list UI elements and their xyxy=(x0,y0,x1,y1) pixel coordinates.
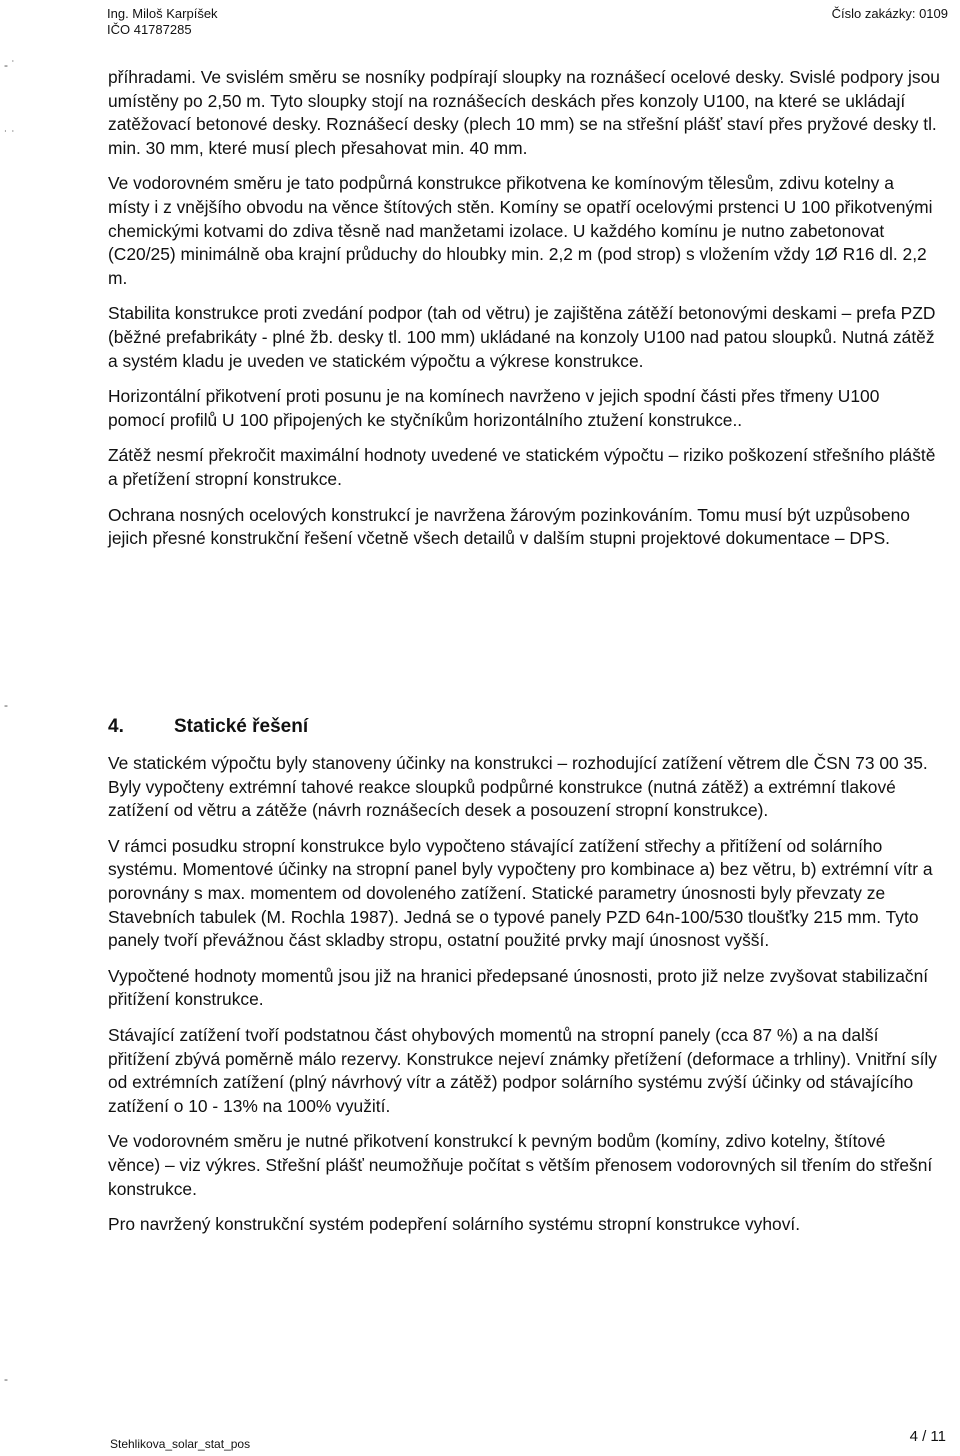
header-author-block xyxy=(107,6,218,38)
scan-artifact: ˙ ˙ xyxy=(4,128,16,142)
paragraph: Ve vodorovném směru je tato podpůrná konstrukce přikotvena ke komínovým tělesům, zdivu kotelny a místy i z vnějšího obvodu na věnce štítových stěn. Komíny se opatří ocelovými prstenci U 100 přikotvenými chemickými kotvami do zdiva těsně nad manžetami izolace. U každého komínu je nutno zabetonovat (C20/25) minimálně oba krajní průduchy do hloubky min. 2,2 m (pod strop) s vložením vždy 1Ø R16 dl. 2,2 m. xyxy=(108,173,933,288)
scan-artifact: - xyxy=(4,698,8,712)
paragraph: Vypočtené hodnoty momentů jsou již na hranici předepsané únosnosti, proto již nelze zvyšovat stabilizační přitížení konstrukce. xyxy=(108,965,929,1010)
paragraph: Pro navržený konstrukční systém podepření solárního systému stropní konstrukce vyhoví. xyxy=(108,1214,801,1235)
paragraph: Horizontální přikotvení proti posunu je na komínech navrženo v jejich spodní části přes třmeny U100 pomocí profilů U 100 připojených ke styčníkům horizontálního ztužení konstrukce.. xyxy=(108,386,880,430)
author-name: Ing. Miloš Karpíšek xyxy=(107,6,218,21)
section-title: Statické řešení xyxy=(174,716,309,737)
scan-artifact: - ˙ xyxy=(4,58,16,72)
paragraph: Stabilita konstrukce proti zvedání podpor (tah od větru) je zajištěna zátěží betonovými deskami – prefa PZD (běžné prefabrikáty - plné žb. desky tl. 100 mm) ukládané na konzoly U100 nad patou sloupků. Nutná zátěž a systém kladu je uveden ve statickém výpočtu a výkrese konstrukce. xyxy=(108,303,936,371)
scan-artifact: - xyxy=(4,1372,8,1386)
section-heading xyxy=(108,716,308,738)
paragraph: Ve vodorovném směru je nutné přikotvení konstrukcí k pevným bodům (komíny, zdivo kotelny, štítové věnce) – viz výkres. Střešní plášť neumožňuje počítat s větším přenosem vodorovných sil třením do střešní konstrukce. xyxy=(108,1131,933,1199)
company-id: IČO 41787285 xyxy=(107,22,192,37)
text-block-top xyxy=(108,66,940,551)
paragraph: příhradami. Ve svislém směru se nosníky podpírají sloupky na roznášecí ocelové desky. Svislé podpory jsou umístěny po 2,50 m. Tyto sloupky stojí na roznášecích deskách přes konzoly U100, na které se ukládají zatěžovací betonové desky. Roznášecí desky (plech 10 mm) se na střešní plášť staví přes pryžové desky tl. min. 30 mm, které musí plech přesahovat min. 40 mm. xyxy=(108,67,940,158)
text-block-bottom xyxy=(108,752,940,1237)
page-number: 4 / 11 xyxy=(909,1428,946,1445)
paragraph: V rámci posudku stropní konstrukce bylo vypočteno stávající zatížení střechy a přitížení od solárního systému. Momentové účinky na stropní panel byly vypočteny pro kombinace a) bez větru, b) extrémní vítr a porovnány s max. momentem od dovoleného zatížení. Statické parametry únosnosti byly převzaty ze Stavebních tabulek (M. Rochla 1987). Jedná se o typové panely PZD 64n-100/530 tloušťky 215 mm. Tyto panely tvoří převážnou část skladby stropu, ostatní použité prvky mají únosnost vyšší. xyxy=(108,835,933,951)
paragraph: Ve statickém výpočtu byly stanoveny účinky na konstrukci – rozhodující zatížení větrem dle ČSN 73 00 35. Byly vypočteny extrémní tahové reakce sloupků podpůrné konstrukce (nutná zátěž) a extrémní tlakové zatížení od větru a zátěže (návrh roznášecích desek a posouzení stropní konstrukce). xyxy=(108,753,928,821)
paragraph: Stávající zatížení tvoří podstatnou část ohybových momentů na stropní panely (cca 87 %) a na další přitížení zbývá poměrně málo rezervy. Konstrukce nejeví známky přetížení (deformace a trhliny). Vnitřní síly od extrémních zatížení (plný návrhový vítr a zátěž) podpor solárního systému zvýší účinky od stávajícího zatížení o 10 - 13% na 100% využití. xyxy=(108,1024,937,1116)
section-number: 4. xyxy=(108,716,124,737)
paragraph: Ochrana nosných ocelových konstrukcí je navržena žárovým pozinkováním. Tomu musí být uzpůsobeno jejich přesné konstrukční řešení včetně všech detailů v dalším stupni projektové dokumentace – DPS. xyxy=(108,504,910,549)
paragraph: Zátěž nesmí překročit maximální hodnoty uvedené ve statickém výpočtu – riziko poškození střešního pláště a přetížení stropní konstrukce. xyxy=(108,445,936,489)
order-number: Číslo zakázky: 0109 xyxy=(831,6,948,21)
footer-filename: Stehlikova_solar_stat_pos xyxy=(110,1437,251,1451)
